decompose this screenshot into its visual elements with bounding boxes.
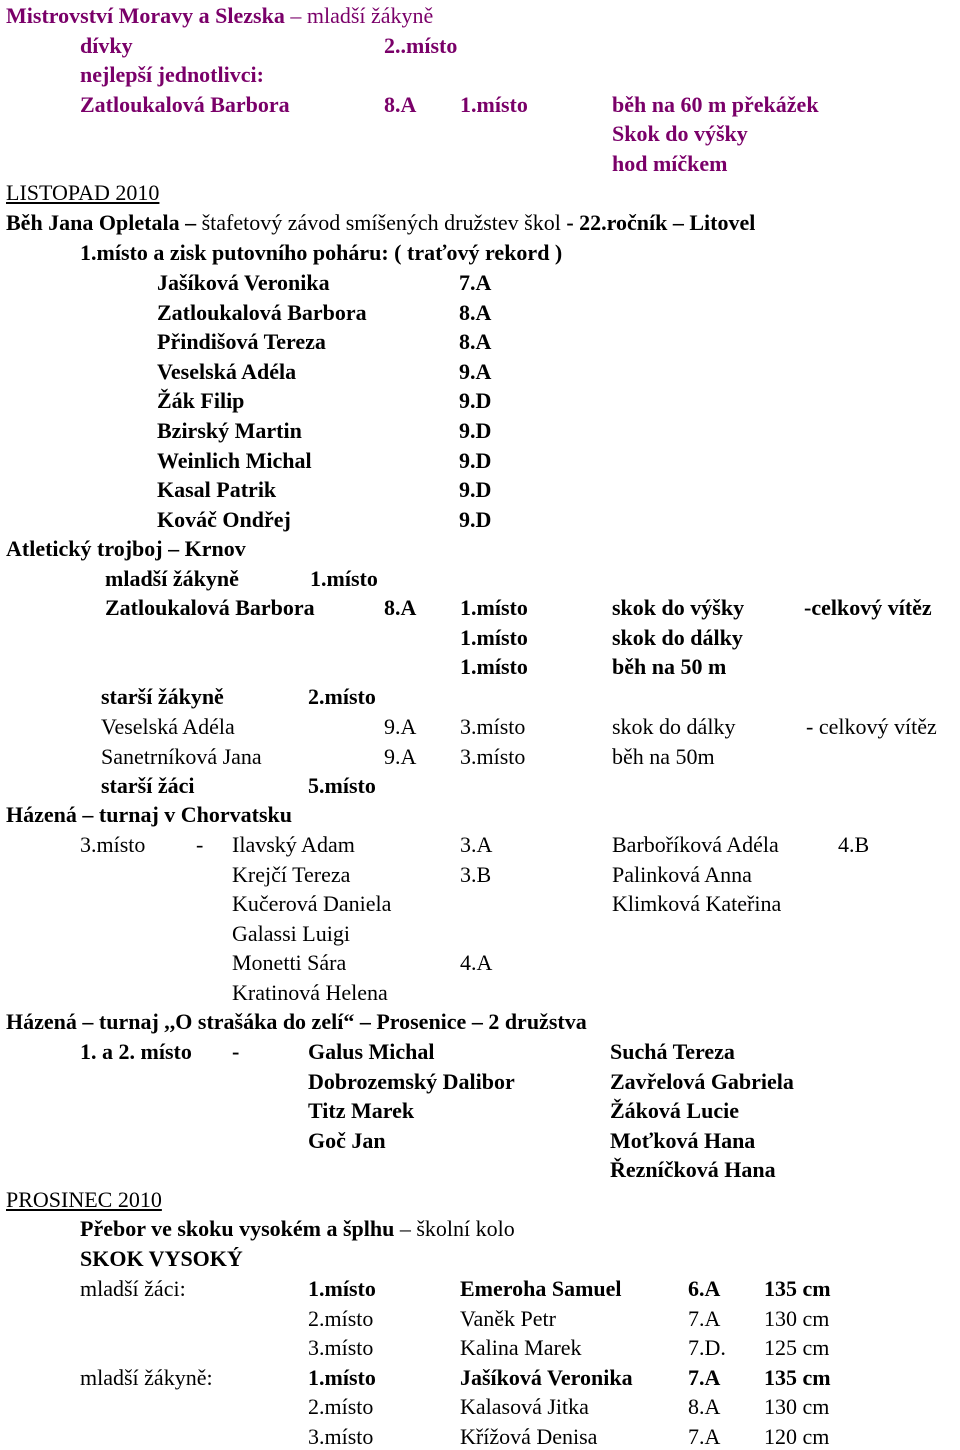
handball1-title: Házená – turnaj v Chorvatsku: [6, 802, 293, 827]
player-class: 3.A: [460, 832, 493, 857]
month-heading-november: LISTOPAD 2010: [6, 180, 160, 205]
result-place: 3.místo: [308, 1424, 374, 1449]
player-name: Suchá Tereza: [610, 1039, 735, 1064]
triathlon-star-class: 8.A: [384, 595, 417, 620]
result-place: 1.místo: [460, 595, 528, 620]
result-name: Křížová Denisa: [460, 1424, 598, 1449]
team-member-name: Veselská Adéla: [157, 358, 297, 384]
moravia-event: běh na 60 m překážek: [612, 92, 819, 117]
result-note: -celkový vítěz: [804, 595, 932, 620]
race-result: 1.místo a zisk putovního poháru: ( traťový rekord ): [80, 240, 563, 265]
player-name: Kučerová Daniela: [232, 891, 392, 917]
moravia-title-bold: Mistrovství Moravy a Slezska: [6, 3, 285, 28]
team-member-name: Bzirský Martin: [157, 418, 302, 443]
player-name: Monetti Sára: [232, 950, 347, 976]
triathlon-title: Atletický trojboj – Krnov: [6, 536, 246, 561]
triathlon-older-girls: starší žákyně: [101, 684, 224, 709]
team-member-name: Žák Filip: [157, 388, 245, 414]
team-member-class: 9.D: [459, 477, 492, 503]
player-name: Kratinová Helena: [232, 980, 388, 1005]
team-member-class: 9.D: [459, 418, 492, 443]
triathlon-star-name: Zatloukalová Barbora: [105, 595, 315, 620]
moravia-place: 2..místo: [384, 33, 458, 58]
race-title-normal: štafetový závod smíšených družstev škol: [201, 210, 561, 235]
result-event: skok do dálky: [612, 624, 743, 650]
result-place: 3.místo: [460, 714, 526, 739]
race-title: [6, 210, 755, 236]
result-place: 1.místo: [308, 1364, 376, 1390]
player-name: Palinková Anna: [612, 861, 752, 887]
triathlon-older-boys-place: 5.místo: [308, 773, 376, 798]
result-place: 3.místo: [460, 743, 526, 769]
handball2-title: Házená – turnaj ,,O strašáka do zelí“ – Prosenice – 2 družstva: [6, 1009, 587, 1034]
result-name: Kalina Marek: [460, 1335, 582, 1361]
result-class: 7.D.: [688, 1335, 726, 1361]
result-class: 6.A: [688, 1276, 721, 1301]
team-member-class: 8.A: [459, 299, 492, 325]
result-height: 135 cm: [764, 1276, 831, 1301]
team-member-name: Přindišová Tereza: [157, 329, 326, 355]
result-place: 3.místo: [308, 1335, 374, 1361]
result-event: běh na 50m: [612, 743, 715, 769]
moravia-name: Zatloukalová Barbora: [80, 92, 290, 117]
contest-title-bold: Přebor ve skoku vysokém a šplhu: [80, 1216, 395, 1241]
player-name: Moťková Hana: [610, 1127, 756, 1153]
result-height: 125 cm: [764, 1335, 830, 1361]
handball2-dash: -: [232, 1039, 240, 1064]
result-height: 130 cm: [764, 1394, 830, 1420]
contest-title-rest: – školní kolo: [399, 1216, 515, 1241]
team-member-name: Zatloukalová Barbora: [157, 299, 367, 325]
team-member-class: 9.D: [459, 506, 492, 532]
team-member-class: 9.A: [459, 358, 492, 384]
result-place: 1.místo: [460, 624, 528, 650]
team-member-class: 7.A: [459, 270, 492, 295]
result-name: Vaněk Petr: [460, 1305, 556, 1331]
moravia-category: dívky: [80, 33, 133, 58]
result-class: 9.A: [384, 743, 417, 769]
team-member-class: 8.A: [459, 329, 492, 355]
month-heading-december: PROSINEC 2010: [6, 1187, 162, 1212]
result-name: Jašíková Veronika: [460, 1364, 633, 1390]
player-name: Galassi Luigi: [232, 920, 350, 946]
player-name: Zavřelová Gabriela: [610, 1068, 794, 1094]
group-label: mladší žáci:: [80, 1276, 186, 1301]
result-height: 120 cm: [764, 1424, 830, 1449]
player-name: Klimková Kateřina: [612, 891, 782, 917]
player-name: Ilavský Adam: [232, 832, 355, 857]
high-jump-heading: SKOK VYSOKÝ: [80, 1246, 243, 1271]
player-class: 4.B: [838, 832, 870, 857]
result-class: 7.A: [688, 1305, 721, 1331]
result-event: skok do dálky: [612, 714, 736, 739]
player-class: 4.A: [460, 950, 493, 976]
team-member-name: Jašíková Veronika: [157, 270, 330, 295]
moravia-title-rest: – mladší žákyně: [290, 3, 434, 28]
triathlon-older-girls-place: 2.místo: [308, 684, 376, 709]
result-name: Kalasová Jitka: [460, 1394, 589, 1420]
result-note: - celkový vítěz: [806, 714, 937, 739]
player-name: Krejčí Tereza: [232, 861, 351, 887]
player-name: Řezníčková Hana: [610, 1157, 776, 1183]
triathlon-older-boys: starší žáci: [101, 773, 195, 798]
player-name: Titz Marek: [308, 1098, 415, 1124]
moravia-event: Skok do výšky: [612, 121, 748, 146]
result-place: 1.místo: [460, 654, 528, 680]
player-name: Goč Jan: [308, 1127, 386, 1153]
team-member-name: Weinlich Michal: [157, 447, 312, 473]
team-member-name: Kasal Patrik: [157, 477, 277, 503]
moravia-class: 8.A: [384, 92, 417, 117]
race-title-bold: Běh Jana Opletala –: [6, 210, 197, 235]
player-class: 3.B: [460, 861, 492, 887]
team-member-name: Kováč Ondřej: [157, 506, 291, 532]
result-height: 130 cm: [764, 1305, 830, 1331]
result-event: běh na 50 m: [612, 654, 727, 680]
moravia-best-label: nejlepší jednotlivci:: [80, 62, 264, 87]
race-title-tail: - 22.ročník – Litovel: [566, 210, 756, 235]
player-name: Barboříková Adéla: [612, 832, 779, 857]
result-name: Veselská Adéla: [101, 714, 235, 739]
moravia-event: hod míčkem: [612, 151, 728, 176]
result-class: 7.A: [688, 1424, 721, 1449]
team-member-class: 9.D: [459, 388, 492, 414]
result-place: 1.místo: [308, 1276, 376, 1301]
handball1-place: 3.místo: [80, 832, 146, 857]
result-height: 135 cm: [764, 1364, 831, 1390]
moravia-name-place: 1.místo: [460, 92, 528, 117]
triathlon-younger-girls: mladší žákyně: [105, 566, 239, 591]
player-name: Žáková Lucie: [610, 1098, 739, 1124]
result-event: skok do výšky: [612, 595, 745, 620]
handball2-place: 1. a 2. místo: [80, 1039, 192, 1064]
result-place: 2.místo: [308, 1305, 374, 1331]
team-member-class: 9.D: [459, 447, 492, 473]
group-label: mladší žákyně:: [80, 1364, 213, 1390]
moravia-title: [6, 3, 433, 29]
handball1-dash: -: [196, 832, 204, 857]
result-class: 7.A: [688, 1364, 721, 1390]
triathlon-younger-girls-place: 1.místo: [310, 566, 378, 591]
result-class: 8.A: [688, 1394, 721, 1420]
contest-title: [80, 1216, 515, 1242]
result-class: 9.A: [384, 714, 417, 739]
result-name: Sanetrníková Jana: [101, 743, 262, 769]
player-name: Dobrozemský Dalibor: [308, 1068, 515, 1094]
player-name: Galus Michal: [308, 1039, 435, 1064]
result-place: 2.místo: [308, 1394, 374, 1420]
result-name: Emeroha Samuel: [460, 1276, 622, 1301]
